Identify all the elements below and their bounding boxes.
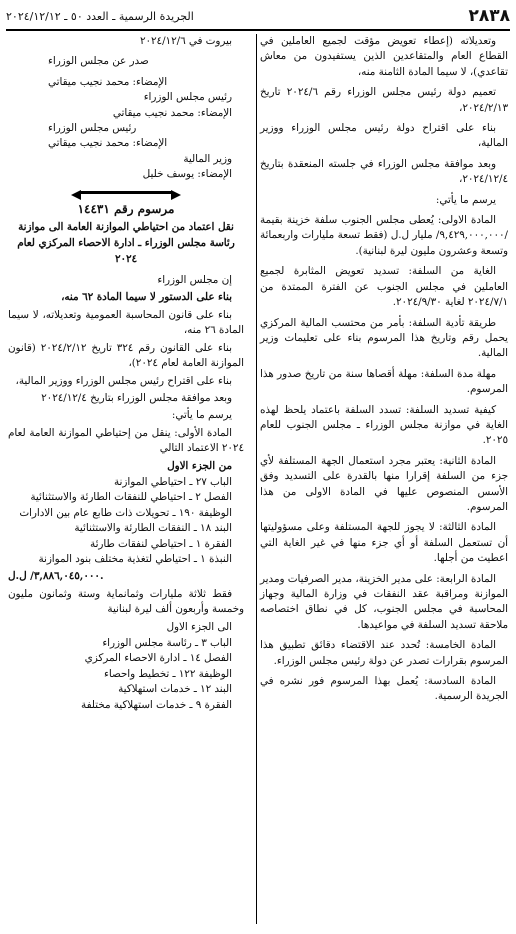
budget-line: الوظيفة ١٩٠ ـ تحويلات ذات طابع عام بين الادارات (19, 506, 232, 519)
amount-words: فقط ثلاثة مليارات وثمانماية وستة وثمانون مليون وخمسة وأربعون ألف ليرة لبنانية (8, 587, 244, 616)
paragraph: مهلة مدة السلفة: مهلة أقصاها سنة من تاريخ صدور هذا المرسوم. (260, 367, 508, 396)
signature: الإمضاء: يوسف خليل (142, 168, 232, 181)
section-divider (81, 191, 171, 194)
signature: الإمضاء: محمد نجيب ميقاتي (48, 137, 168, 150)
place-date: بيروت في ٢٠٢٤/١٢/٦ (139, 35, 232, 47)
budget-line: الفقرة ٩ ـ خدمات استهلاكية مختلفة (81, 698, 232, 711)
article-3: المادة الثالثة: لا يجوز للجهة المستلفة وعلى مسؤوليتها أن تستعمل السلفة أو أي جزء منها في غير الغاية التي اعطيت من أجلها. (260, 521, 508, 565)
article-1: المادة الأولى: ينقل من إحتياطي الموازنة العامة لعام ٢٠٢٤ الاعتماد التالي (8, 426, 244, 455)
finance-minister-title: وزير المالية (183, 152, 232, 165)
paragraph: إن مجلس الوزراء (157, 274, 232, 287)
paragraph: وبعد موافقة مجلس الوزراء بتاريخ ٢٠٢٤/١٢/٤ (41, 391, 232, 404)
issue-line: الجريدة الرسمية ـ العدد ٥٠ ـ ٢٠٢٤/١٢/١٢ (6, 9, 194, 23)
decree-subtitle: نقل اعتماد من احتياطي الموازنة العامة الى موازنة رئاسة مجلس الوزراء ـ ادارة الاحصاء المركزي لعام ٢٠٢٤ (17, 221, 235, 266)
budget-line: الفقرة ١ ـ احتياطي لنفقات طارئة (90, 537, 232, 550)
header-rule (6, 29, 510, 31)
paragraph: كيفية تسديد السلفة: تسدد السلفة باعتماد يلحظ لهذه الغاية في موازنة مجلس الوزراء ـ مجلس الجنوب للعام ٢٠٢٥. (260, 403, 508, 447)
article-5: المادة الخامسة: تُحدد عند الاقتضاء دقائق تطبيق هذا المرسوم بقرارات تصدر عن دولة رئيس مجلس الوزراء. (260, 639, 508, 667)
paragraph: وبعد موافقة مجلس الوزراء في جلسته المنعقدة بتاريخ ٢٠٢٤/١٢/٤، (260, 157, 508, 186)
budget-line: الباب ٢٧ ـ احتياطي الموازنة (114, 475, 232, 488)
paragraph: يرسم ما يأتي: (171, 409, 232, 422)
left-column (8, 34, 244, 713)
paragraph: الغاية من السلفة: تسديد تعويض المثابرة لجميع العاملين في مجلس الجنوب عن الفترة الممتدة من ٢٠٢٤/٧/١ لغاية ٢٠٢٤/٩/٣٠. (260, 265, 508, 309)
right-column (260, 34, 508, 710)
pm-title: رئيس مجلس الوزراء (48, 122, 137, 135)
budget-line: النبذة ١ ـ احتياطي لتغذية مختلف بنود الموازنة (38, 552, 232, 565)
budget-line: الفصل ٢ ـ احتياطي للنفقات الطارئة والاستثنائية (30, 491, 232, 504)
paragraph: بناء على اقتراح دولة رئيس مجلس الوزراء ووزير المالية، (260, 122, 508, 150)
budget-line: البند ١٢ ـ خدمات استهلاكية (118, 683, 232, 696)
decree-title: مرسوم رقم ١٤٤٣١ (77, 201, 175, 216)
article-2: المادة الثانية: يعتبر مجرد استعمال الجهة المستلفة لأي جزء من السلفة إقرارا منها بالقدرة على التسديد وفق الأسس المنصوص عليها في المادة الاولى من هذا المرسوم. (260, 454, 508, 513)
issued-by: صدر عن مجلس الوزراء (48, 55, 149, 68)
article-4: المادة الرابعة: على مدير الخزينة، مدير الصرفيات ومدير الموازنة ومراقبة عقد النفقات في وزارة المالية وجهاز المحاسبة في مجلس الجنوب، كل في نطاق اختصاصه ملاحقة تسديد السلفة في مواعيدها. (260, 572, 508, 631)
article-1: المادة الاولى: يُعطى مجلس الجنوب سلفة خزينة بقيمة /٩,٤٢٩,٠٠٠,٠٠٠/ مليار ل.ل (فقط تسعة مليارات واربعمائة وتسعة وعشرون مليون ليرة لبنانية). (260, 214, 508, 257)
paragraph: تعميم دولة رئيس مجلس الوزراء رقم ٢٠٢٤/٦ تاريخ ٢٠٢٤/٢/١٣، (260, 86, 508, 114)
paragraph: بناء على الدستور لا سيما المادة ٦٢ منه، (61, 291, 232, 304)
budget-line: البند ١٨ ـ النفقات الطارئة والاستثنائية (74, 522, 232, 535)
amount: ٣,٨٨٦,٠٤٥,٠٠٠/ ل.ل. (8, 570, 104, 583)
pm-title: رئيس مجلس الوزراء (143, 91, 232, 104)
paragraph: بناء على قانون المحاسبة العمومية وتعديلاته، لا سيما المادة ٢٦ منه، (8, 308, 244, 337)
budget-line: الفصل ١٤ ـ ادارة الاحصاء المركزي (84, 652, 232, 665)
paragraph: يرسم ما يأتي: (435, 193, 496, 206)
page-header (6, 4, 510, 28)
to-part: الى الجزء الاول (166, 620, 232, 633)
article-6: المادة السادسة: يُعمل بهذا المرسوم فور نشره في الجريدة الرسمية. (260, 675, 508, 703)
paragraph: بناء على القانون رقم ٣٢٤ تاريخ ٢٠٢٤/٢/١٢ (قانون الموازنة العامة لعام ٢٠٢٤)، (8, 341, 244, 370)
column-divider (256, 34, 257, 924)
signature: الإمضاء: محمد نجيب ميقاتي (48, 75, 168, 88)
budget-line: الوظيفة ١٢٢ ـ تخطيط واحصاء (103, 667, 232, 680)
paragraph: بناء على اقتراح رئيس مجلس الوزراء ووزير المالية، (15, 374, 232, 387)
from-part: من الجزء الاول (167, 459, 232, 472)
paragraph: وتعديلاته (إعطاء تعويض مؤقت لجميع العاملين في القطاع العام والمتقاعدين الذين يستفيدون من معاش تقاعدي)، لا سيما المادة الثامنة منه، (260, 35, 508, 78)
page-number: ٢٨٣٨ (468, 6, 510, 26)
budget-line: الباب ٣ ـ رئاسة مجلس الوزراء (102, 637, 232, 649)
signature: الإمضاء: محمد نجيب ميقاتي (112, 106, 232, 119)
paragraph: طريقة تأدية السلفة: بأمر من محتسب المالية المركزي يحمل رقم وتاريخ هذا المرسوم بناء على تعليمات وزير المالية. (260, 316, 508, 360)
